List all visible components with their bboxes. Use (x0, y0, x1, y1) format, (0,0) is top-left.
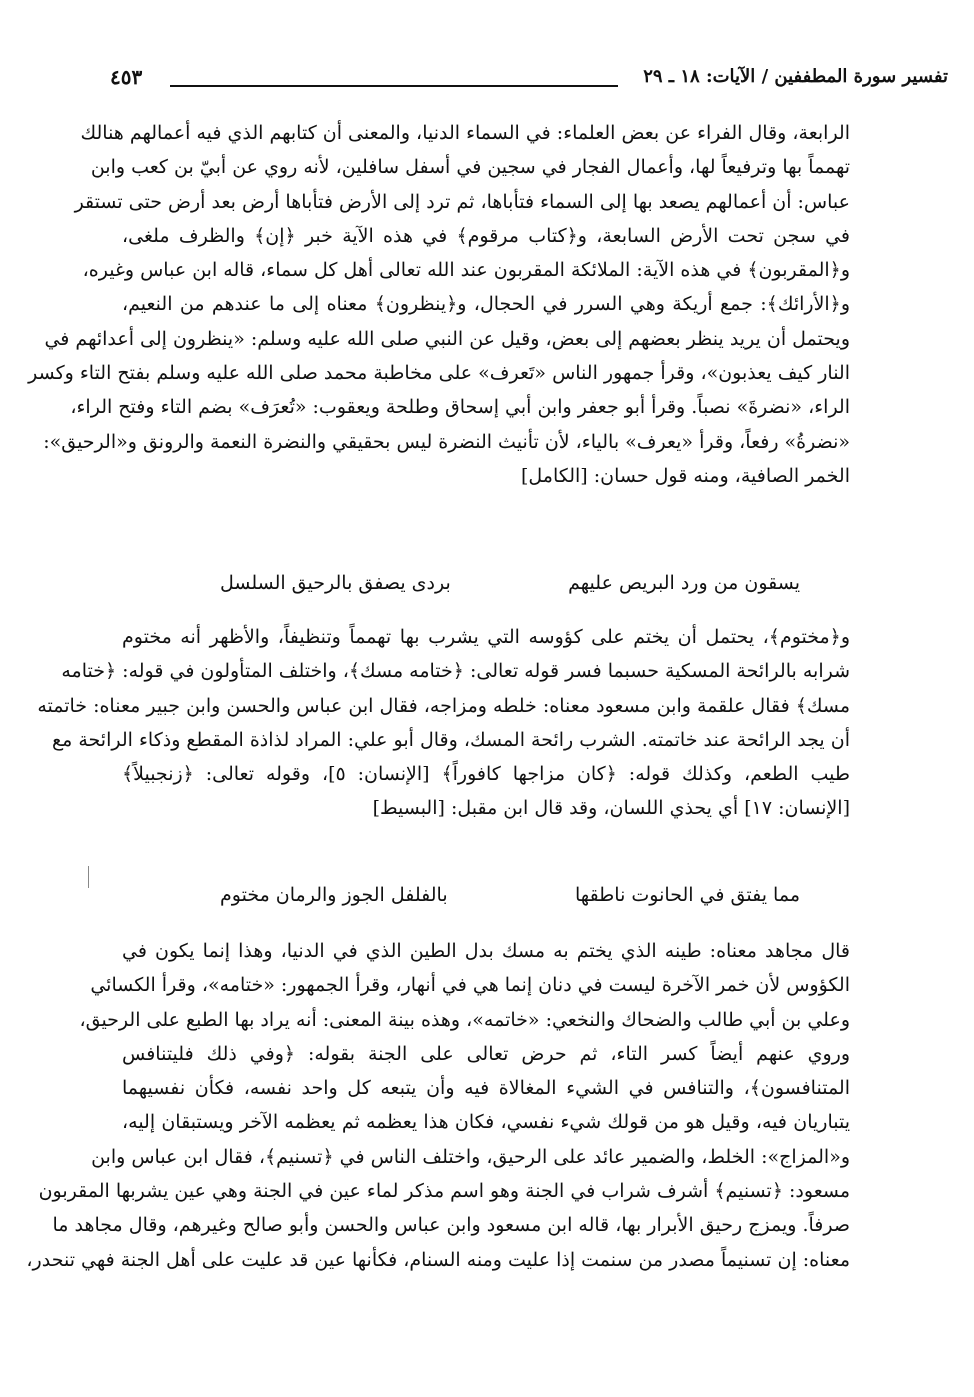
text-line: شرابه بالرائحة المسكية حسبما فسر قوله تعالى: ﴿ختامه مسك﴾، واختلف المتأولون في قوله: ﴿ختامه (61, 660, 850, 683)
text-line: صرفاً. ويمزج رحيق الأبرار بها، قاله ابن مسعود وابن عباس والحسن وأبو صالح وغيرهم، وقال مجاهد ما (52, 1214, 850, 1237)
text-line: طيب الطعم، وكذلك قوله: ﴿كان مزاجها كافوراً﴾ [الإنسان: ٥]، وقوله تعالى: ﴿زنجبيلاً﴾ (122, 763, 851, 786)
text-line: النار كيف يعذبون»، وقرأ جمهور الناس «تَعرف» على مخاطبة محمد صلى الله عليه وسلم بفتح التاء وكسر (28, 362, 850, 385)
text-line: الخمر الصافية، ومنه قول حسان: [الكامل] (520, 464, 850, 487)
text-line: الكؤوس لأن خمر الآخرة ليست في دنان إنما هي في أنهار، وقرأ الجمهور: «ختامه»، وقرأ الكسائي (90, 974, 850, 997)
running-title: تفسير سورة المطففين / الآيات: ١٨ ـ ٢٩ (643, 66, 948, 87)
text-line: [الإنسان: ١٧] أي يحذي اللسان، وقد قال ابن مقبل: [البسيط] (372, 797, 850, 820)
paragraph-2 (37, 620, 851, 826)
text-line: وروي عنهم أيضاً كسر التاء، ثم حرض تعالى على الجنة بقوله: ﴿وفي ذلك فليتنافس (122, 1042, 850, 1065)
verse-right-hemistich: مما يفتق في الحانوت ناطقها (575, 884, 800, 906)
text-line: «نضرةُ» رفعاً، وقرأ «يعرف» بالياء، لأن تأنيث النضرة ليس بحقيقي والنضرة النعمة والرونق و«الرحيق»: (43, 430, 850, 453)
text-line: ويحتمل أن يريد ينظر بعضهم إلى بعض، وقيل عن النبي صلى الله عليه وسلم: «ينظرون إلى أعدائهم في (44, 327, 850, 350)
text-line: في سجن تحت الأرض السابعة، و﴿كتاب مرقوم﴾ في هذه الآية خبر ﴿إن﴾ والظرف ملغى، (122, 224, 850, 247)
text-line: معناه: إن تسنيماً مصدر من سنمت إذا عليت ومنه السنام، فكأنها عين قد عليت على أهل الجنة فهي تنحدر، (26, 1248, 850, 1271)
page-header (110, 62, 948, 98)
verse-left-hemistich: بردى يصفق بالرحيق السلسل (220, 572, 451, 594)
text-line: المتنافسون﴾، والتنافس في الشيء المغالاة فيه وأن يتبعه كل واحد نفسه، فكأن نفسيهما (122, 1077, 850, 1100)
text-line: أن يجد الرائحة عند خاتمته. الشرب رائحة المسك، وقال أبو علي: المراد لذاذة المقطع وذكاء الرائحة مع (52, 728, 850, 751)
poetry-verse-2 (220, 884, 800, 906)
verse-right-hemistich: يسقون من ورد البريص عليهم (568, 572, 800, 594)
text-line: قال مجاهد معناه: طينه الذي يختم به مسك بدل الطين الذي في الدنيا، وهذا إنما يكون في (122, 940, 850, 962)
text-line: الراء، «نضرةَ» نصباً. وقرأ أبو جعفر وابن أبي إسحاق وطلحة ويعقوب: «تُعرَف» بضم التاء وفتح الراء، (70, 396, 850, 419)
poetry-verse-1 (220, 572, 800, 594)
text-line: تهمماً بها وترفيعاً لها، وأعمال الفجار في سجين في أسفل سافلين، لأنه روي عن أبيّ بن كعب وابن (90, 156, 850, 179)
text-line: عباس: أن أعمالهم يصعد بها إلى السماء فتأباها، ثم ترد إلى الأرض فتأباها أرض بعد أرض حتى تستقر (74, 190, 850, 213)
page-number: ٤٥٣ (110, 65, 143, 89)
text-line: مسك﴾ فقال علقمة وابن مسعود معناه: خلطه ومزاجه، فقال ابن عباس والحسن وابن جبير معناه: خاتمته (37, 694, 850, 717)
text-line: يتباريان فيه، وقيل هو من قولك شيء نفسي، فكان هذا يعظمه ثم يعظمه الآخر ويستبقان إليه، (122, 1111, 850, 1134)
text-line: الرابعة، وقال الفراء عن بعض العلماء: في السماء الدنيا، والمعنى أن كتابهم الذي فيه أعمالهم هنالك (80, 122, 850, 144)
paragraph-1 (28, 116, 850, 493)
header-rule (170, 85, 618, 87)
margin-mark (88, 866, 91, 888)
text-line: و﴿الأرائك﴾: جمع أريكة وهي السرر في الحجال، و﴿ينظرون﴾ معناه إلى ما عندهم من النعيم، (122, 293, 850, 316)
text-line: و﴿المقربون﴾ في هذه الآية: الملائكة المقربون عند الله تعالى أهل كل سماء، قاله ابن عباس وغيره، (82, 259, 850, 282)
paragraph-3 (26, 934, 850, 1277)
text-line: و﴿مختوم﴾، يحتمل أن يختم على كؤوسه التي يشرب بها تهمماً وتنظيفاً، والأظهر أنه مختوم (122, 626, 850, 648)
text-line: مسعود: ﴿تسنيم﴾ أشرف شراب في الجنة وهو اسم مذكر لماء عين في الجنة وهي عين يشربها المقربون (38, 1180, 850, 1203)
text-line: وعلي بن أبي طالب والضحاك والنخعي: «خاتمه»، وهذه بينة المعنى: أنه يراد بها الطبع على الرحيق، (79, 1008, 850, 1031)
text-line: و«المزاج»: الخلط، والضمير عائد على الرحيق، واختلف الناس في ﴿تسنيم﴾، فقال ابن عباس وابن (91, 1145, 850, 1168)
verse-left-hemistich: بالفلفل الجوز والرمان مختوم (220, 884, 448, 906)
